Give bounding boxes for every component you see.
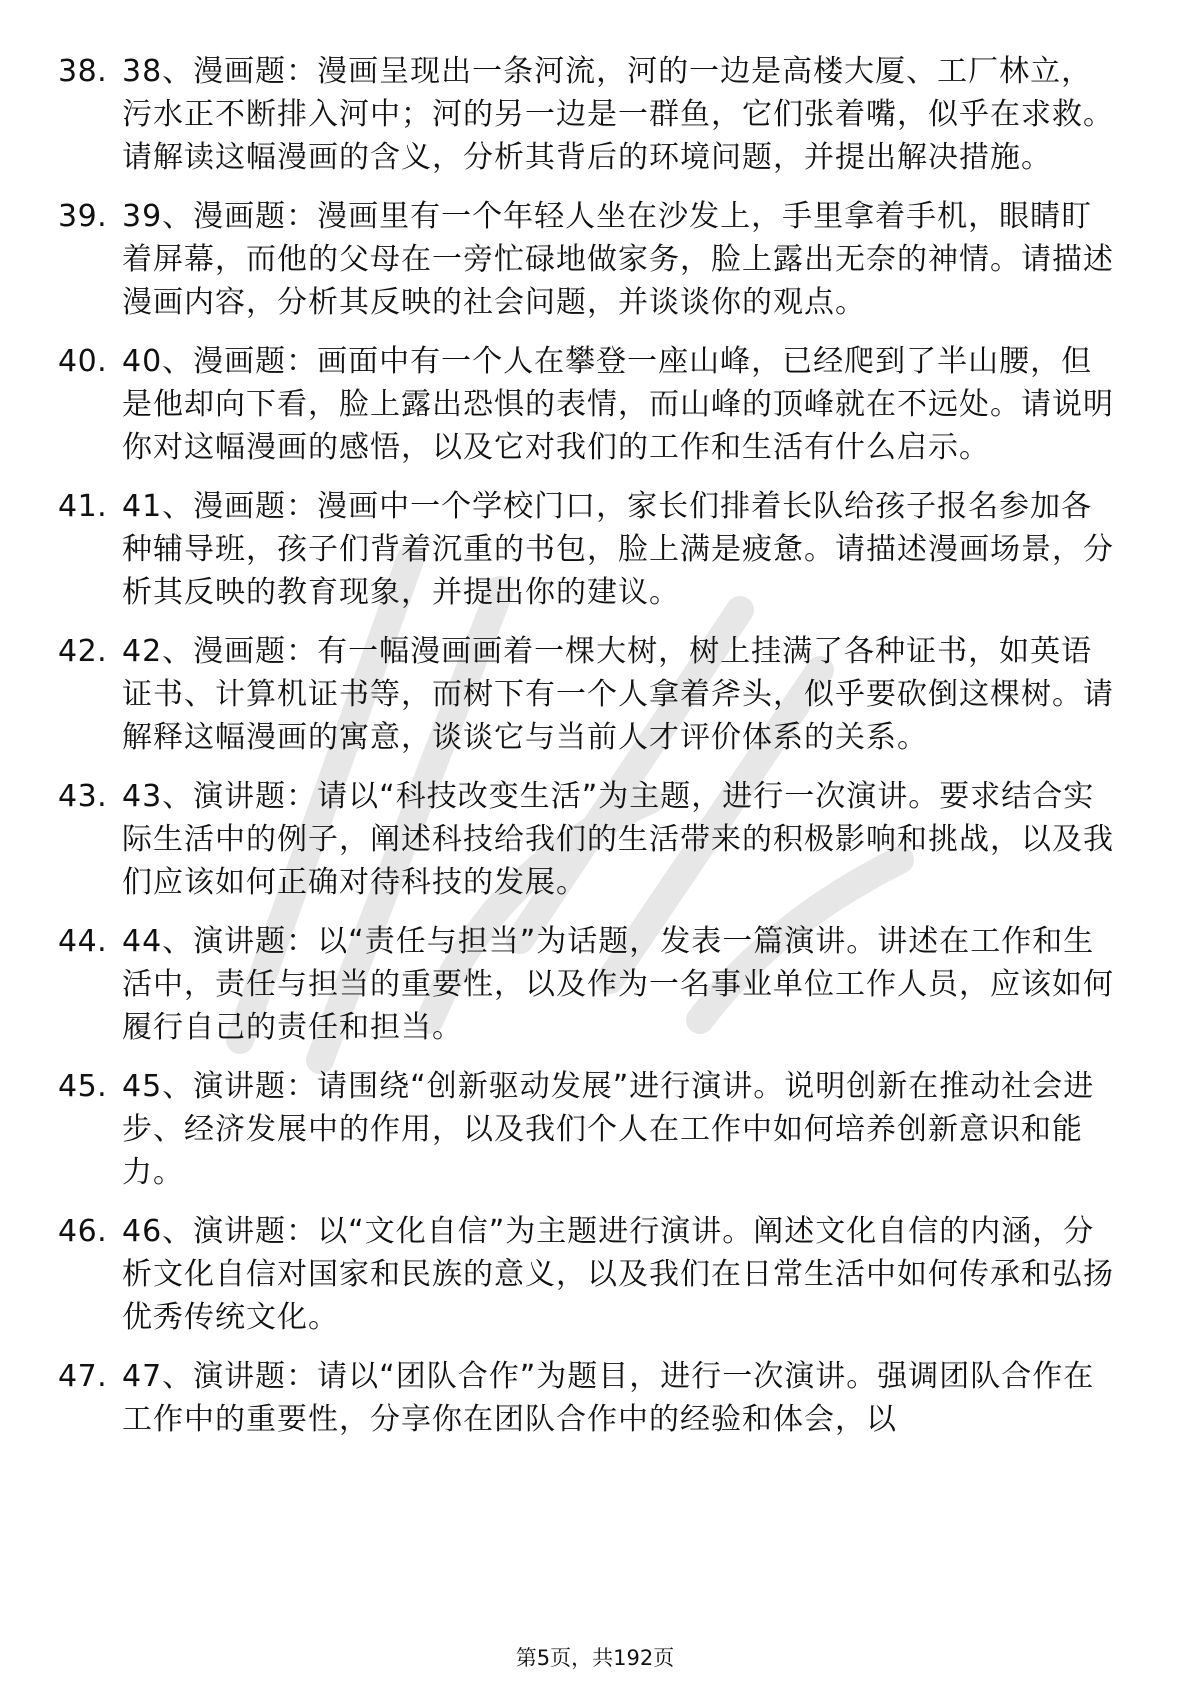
question-number: 42. [58, 634, 108, 669]
page-footer: 第5页，共192页 [515, 1646, 675, 1670]
question-item [58, 195, 1118, 324]
question-text: 46、演讲题：以“文化自信”为主题进行演讲。阐述文化自信的内涵，分析文化自信对国家和民族的意义，以及我们在日常生活中如何传承和弘扬优秀传统文化。 [122, 1214, 1114, 1335]
question-item [58, 775, 1118, 904]
question-text: 44、演讲题：以“责任与担当”为话题，发表一篇演讲。讲述在工作和生活中，责任与担当的重要性，以及作为一名事业单位工作人员，应该如何履行自己的责任和担当。 [122, 924, 1114, 1045]
question-number: 43. [58, 779, 108, 814]
question-item [58, 630, 1118, 759]
question-item [58, 50, 1118, 179]
question-item [58, 1355, 1118, 1441]
question-number: 38. [58, 54, 108, 89]
question-text: 47、演讲题：请以“团队合作”为题目，进行一次演讲。强调团队合作在工作中的重要性，分享你在团队合作中的经验和体会，以 [122, 1359, 1095, 1437]
question-number: 39. [58, 199, 108, 234]
question-number: 46. [58, 1214, 108, 1249]
question-item [58, 1210, 1118, 1339]
question-text: 43、演讲题：请以“科技改变生活”为主题，进行一次演讲。要求结合实际生活中的例子，阐述科技给我们的生活带来的积极影响和挑战，以及我们应该如何正确对待科技的发展。 [122, 779, 1114, 900]
question-text: 39、漫画题：漫画里有一个年轻人坐在沙发上，手里拿着手机，眼睛盯着屏幕，而他的父母在一旁忙碌地做家务，脸上露出无奈的神情。请描述漫画内容，分析其反映的社会问题，并谈谈你的观点。 [122, 199, 1114, 320]
question-text: 38、漫画题：漫画呈现出一条河流，河的一边是高楼大厦、工厂林立，污水正不断排入河中；河的另一边是一群鱼，它们张着嘴，似乎在求救。请解读这幅漫画的含义，分析其背后的环境问题，并提出解决措施。 [122, 54, 1114, 175]
question-number: 44. [58, 924, 108, 959]
question-text: 42、漫画题：有一幅漫画画着一棵大树，树上挂满了各种证书，如英语证书、计算机证书等，而树下有一个人拿着斧头，似乎要砍倒这棵树。请解释这幅漫画的寓意，谈谈它与当前人才评价体系的关系。 [122, 634, 1114, 755]
question-number: 45. [58, 1069, 108, 1104]
question-item [58, 485, 1118, 614]
question-item [58, 340, 1118, 469]
question-text: 40、漫画题：画面中有一个人在攀登一座山峰，已经爬到了半山腰，但是他却向下看，脸上露出恐惧的表情，而山峰的顶峰就在不远处。请说明你对这幅漫画的感悟，以及它对我们的工作和生活有什么启示。 [122, 344, 1114, 465]
question-list [58, 50, 1118, 1457]
question-item [58, 920, 1118, 1049]
question-number: 47. [58, 1359, 108, 1394]
question-number: 40. [58, 344, 108, 379]
question-text: 45、演讲题：请围绕“创新驱动发展”进行演讲。说明创新在推动社会进步、经济发展中的作用，以及我们个人在工作中如何培养创新意识和能力。 [122, 1069, 1095, 1190]
question-text: 41、漫画题：漫画中一个学校门口，家长们排着长队给孩子报名参加各种辅导班，孩子们背着沉重的书包，脸上满是疲惫。请描述漫画场景，分析其反映的教育现象，并提出你的建议。 [122, 489, 1114, 610]
question-number: 41. [58, 489, 108, 524]
question-item [58, 1065, 1118, 1194]
